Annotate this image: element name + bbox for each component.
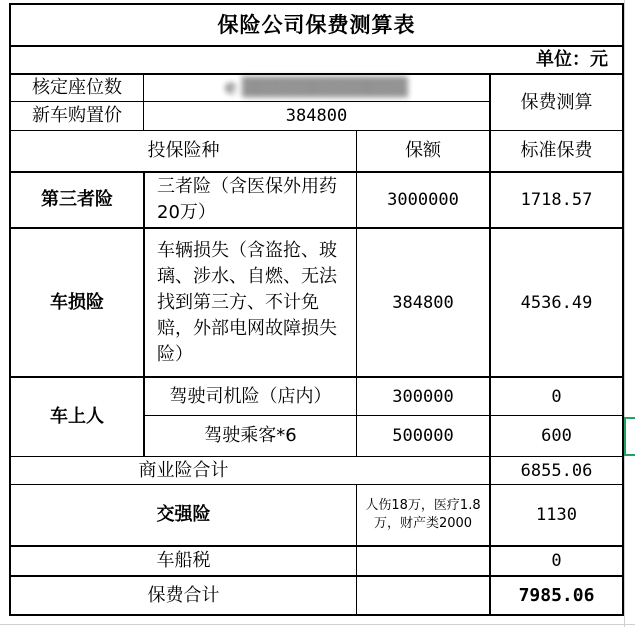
cell-selection-indicator[interactable] [624, 417, 635, 456]
price-value: 384800 [285, 106, 348, 126]
vehicle-damage-desc: 车辆损失（含盗抢、玻璃、涉水、自燃、无法找到第三方、不计免赔，外部电网故障损失险） [157, 239, 337, 365]
commercial-total-premium: 6855.06 [520, 460, 593, 481]
header-amount: 保额 [405, 140, 441, 161]
vehicle-damage-amount: 384800 [392, 292, 454, 313]
vessel-tax-label: 车船税 [156, 550, 211, 571]
vehicle-damage-premium: 4536.49 [520, 292, 593, 313]
passenger-premium: 600 [541, 426, 572, 446]
grand-total-premium: 7985.06 [518, 584, 595, 606]
third-party-desc: 三者险（含医保外用药20万） [157, 176, 337, 223]
border [622, 3, 624, 615]
border [356, 484, 357, 616]
border [9, 614, 624, 616]
sheet-gridline [624, 0, 625, 627]
third-party-amount: 3000000 [387, 190, 459, 210]
passenger-amount: 500000 [392, 426, 454, 446]
driver-amount: 300000 [392, 386, 454, 407]
onboard-category: 车上人 [50, 406, 104, 427]
unit-label: 单位：元 [536, 49, 608, 70]
compulsory-amount: 人伤18万，医疗1.8万，财产类2000 [365, 498, 481, 531]
vehicle-damage-category: 车损险 [50, 291, 104, 313]
price-label: 新车购置价 [32, 105, 122, 126]
sheet-title: 保险公司保费测算表 [217, 13, 416, 37]
sheet-gridline [0, 624, 635, 625]
grand-total-label: 保费合计 [147, 584, 220, 606]
driver-premium: 0 [551, 386, 562, 407]
compulsory-label: 交强险 [156, 504, 211, 525]
third-party-category: 第三者险 [41, 189, 113, 210]
vessel-tax-premium: 0 [551, 551, 562, 571]
compulsory-premium: 1130 [536, 505, 577, 525]
third-party-premium: 1718.57 [520, 190, 593, 210]
driver-desc: 驾驶司机险（店内） [169, 385, 332, 407]
calc-label: 保费测算 [520, 91, 593, 113]
seats-label: 核定座位数 [32, 77, 122, 98]
header-type: 投保险种 [147, 140, 220, 161]
commercial-total-label: 商业险合计 [138, 459, 229, 481]
seats-value: e ▒▒▒▒▒▒▒▒▒▒▒▒ [225, 77, 408, 98]
header-premium: 标准保费 [520, 140, 593, 161]
passenger-desc: 驾驶乘客*6 [204, 425, 297, 446]
